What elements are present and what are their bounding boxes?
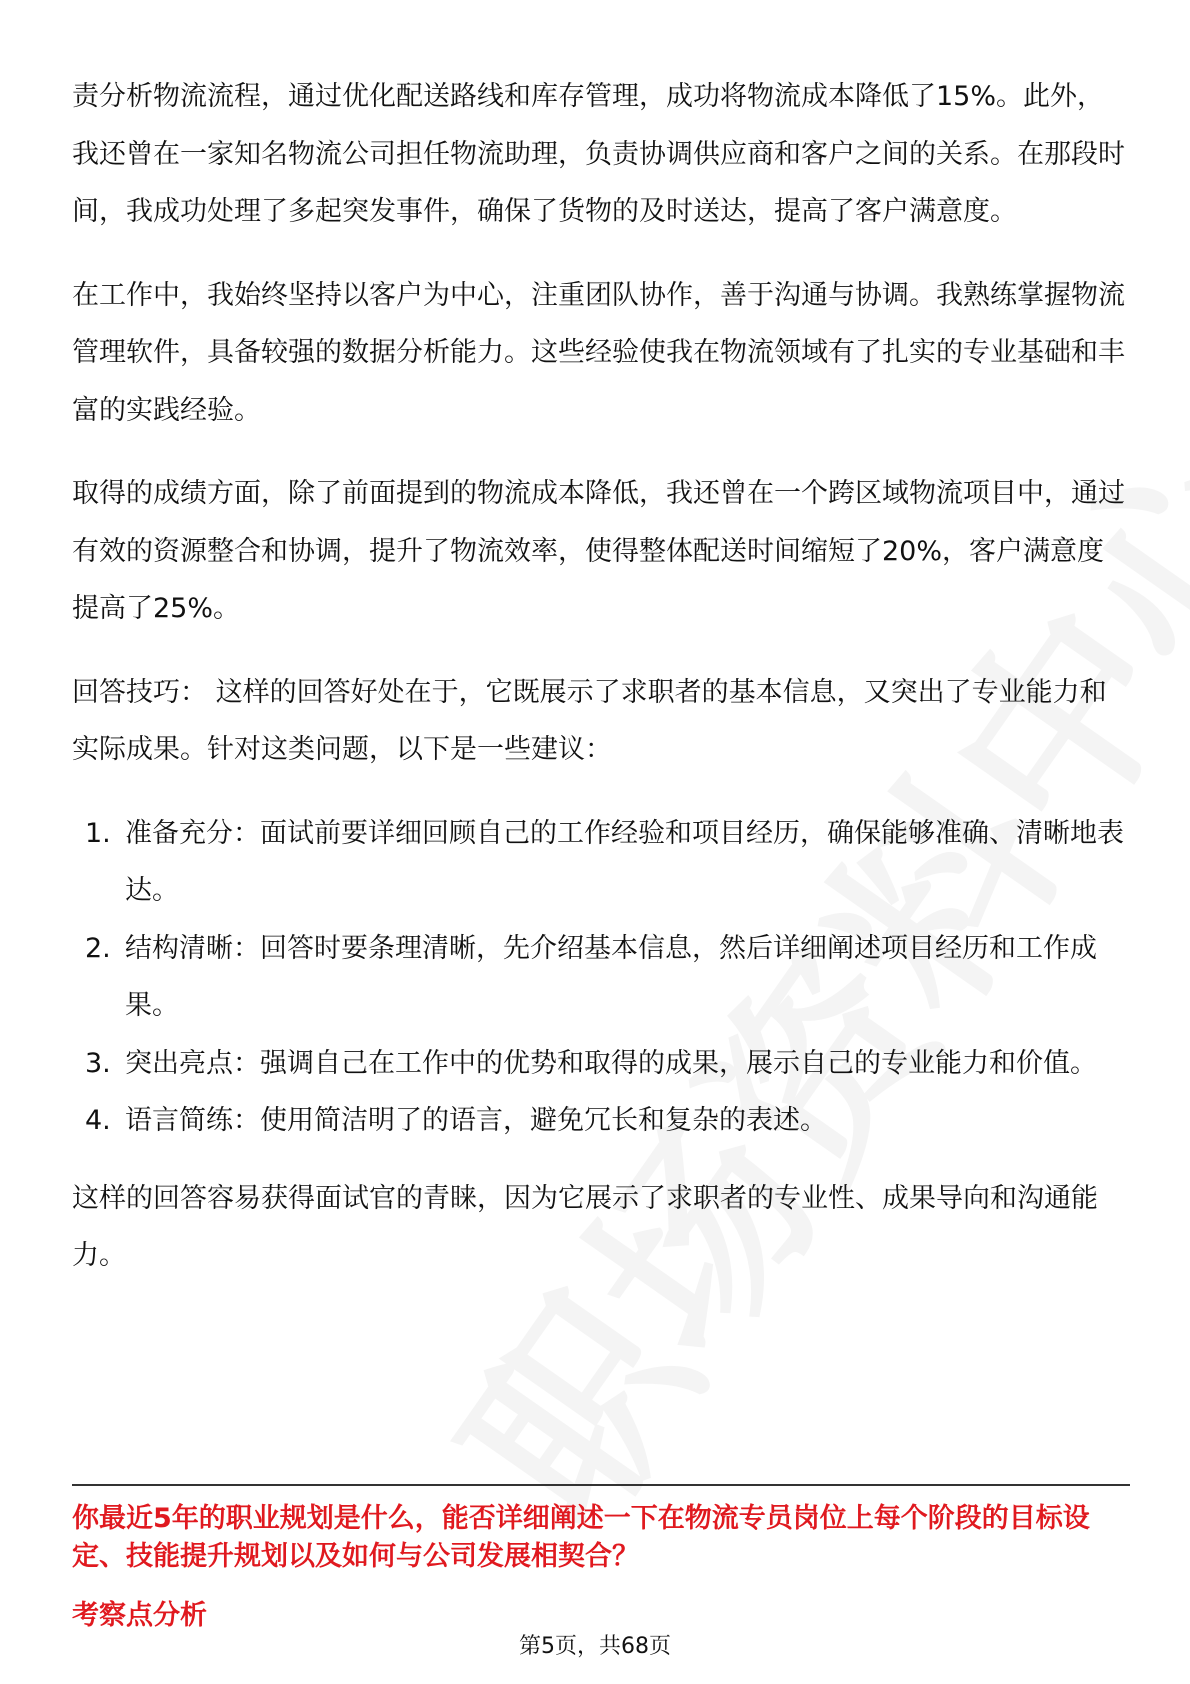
tips-list (72, 805, 1130, 1150)
list-item (72, 805, 1130, 920)
list-number: 2. (85, 932, 111, 964)
divider (72, 1484, 1130, 1486)
page-footer: 第5页，共68页 (519, 1634, 671, 1659)
list-item-text: 语言简练：使用简洁明了的语言，避免冗长和复杂的表述。 (125, 1105, 827, 1136)
paragraph-achievements: 取得的成绩方面，除了前面提到的物流成本降低，我还曾在一个跨区域物流项目中，通过有效的资源整合和协调，提升了物流效率，使得整体配送时间缩短了20%，客户满意度提高了25%。 (72, 478, 1125, 624)
list-item (72, 920, 1130, 1035)
list-number: 4. (85, 1105, 111, 1136)
question-heading: 你最近5年的职业规划是什么，能否详细阐述一下在物流专员岗位上每个阶段的目标设定、技能提升规划以及如何与公司发展相契合？ (72, 1503, 1090, 1572)
list-item-text: 准备充分：面试前要详细回顾自己的工作经验和项目经历，确保能够准确、清晰地表达。 (125, 817, 1124, 906)
list-number: 3. (85, 1047, 111, 1079)
paragraph-experience: 责分析物流流程，通过优化配送路线和库存管理，成功将物流成本降低了15%。此外，我还曾在一家知名物流公司担任物流助理，负责协调供应商和客户之间的关系。在那段时间，我成功处理了多起突发事件，确保了货物的及时送达，提高了客户满意度。 (72, 81, 1125, 227)
paragraph-closing: 这样的回答容易获得面试官的青睐，因为它展示了求职者的专业性、成果导向和沟通能力。 (72, 1182, 1098, 1271)
paragraph-answer-tips: 回答技巧： 这样的回答好处在于，它既展示了求职者的基本信息，又突出了专业能力和实际成果。针对这类问题，以下是一些建议： (72, 676, 1107, 765)
paragraph-skills: 在工作中，我始终坚持以客户为中心，注重团队协作，善于沟通与协调。我熟练掌握物流管理软件，具备较强的数据分析能力。这些经验使我在物流领域有了扎实的专业基础和丰富的实践经验。 (72, 279, 1125, 426)
answer-body (72, 68, 1130, 1311)
section-heading: 考察点分析 (72, 1600, 207, 1631)
list-item-text: 结构清晰：回答时要条理清晰，先介绍基本信息，然后详细阐述项目经历和工作成果。 (125, 932, 1097, 1021)
list-item-text: 突出亮点：强调自己在工作中的优势和取得的成果，展示自己的专业能力和价值。 (125, 1047, 1097, 1079)
list-item (72, 1035, 1130, 1093)
list-number: 1. (85, 817, 111, 849)
list-item (72, 1092, 1130, 1150)
